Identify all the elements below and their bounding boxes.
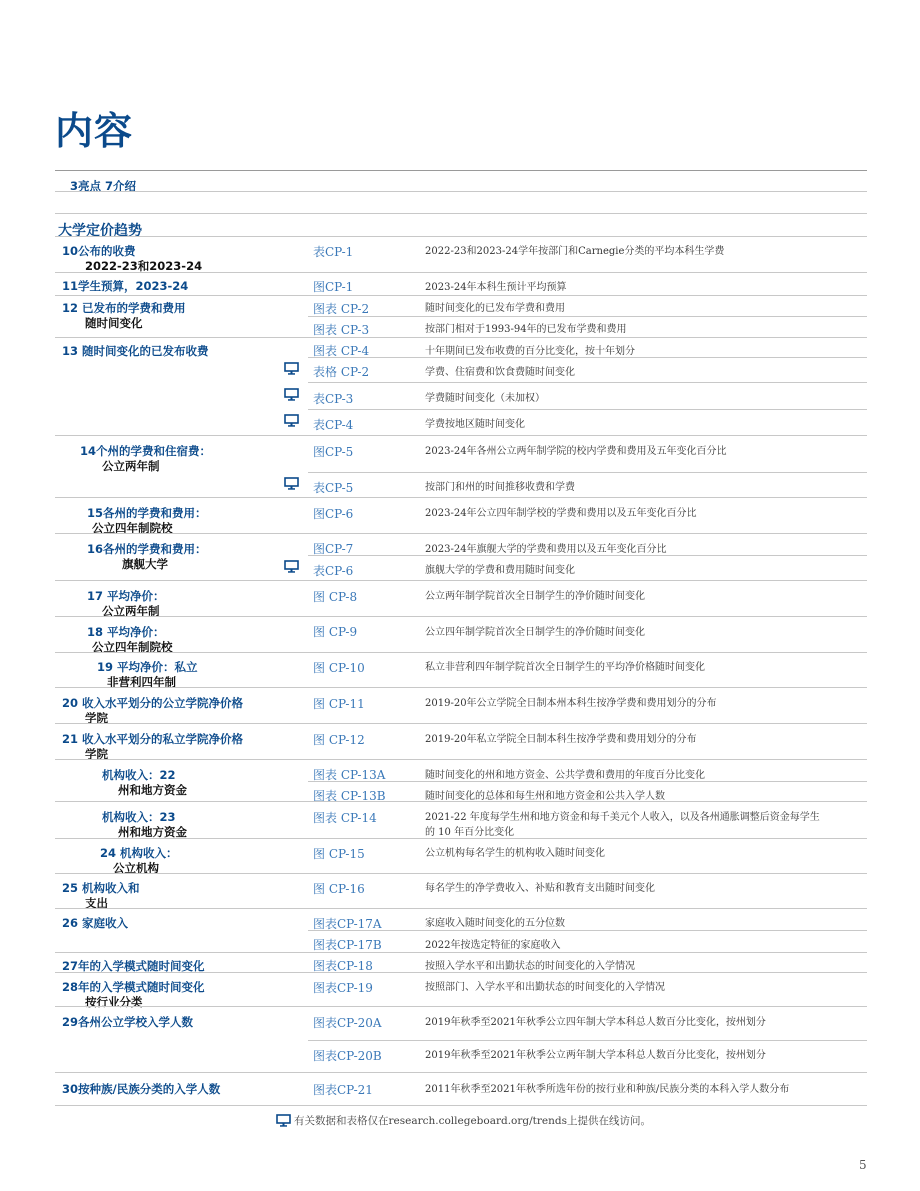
- toc-sublabel: 支出: [85, 896, 108, 910]
- toc-sublabel: 公立四年制院校: [92, 521, 173, 535]
- toc-label[interactable]: 19 平均净价：私立: [97, 660, 198, 674]
- toc-ref[interactable]: 表CP-4: [313, 418, 354, 432]
- toc-ref[interactable]: 图表CP-18: [313, 959, 373, 973]
- toc-ref[interactable]: 图表CP-21: [313, 1083, 373, 1097]
- toc-ref[interactable]: 图表CP-17B: [313, 938, 382, 952]
- toc-desc: 随时间变化的已发布学费和费用: [425, 303, 565, 314]
- toc-desc: 公立四年制学院首次全日制学生的净价随时间变化: [425, 627, 645, 638]
- toc-desc: 按照部门、入学水平和出勤状态的时间变化的入学情况: [425, 982, 665, 993]
- toc-sublabel: 公立机构: [113, 861, 159, 875]
- toc-sublabel: 随时间变化: [85, 316, 143, 330]
- divider: [55, 723, 867, 724]
- toc-desc: 2019-20年公立学院全日制本州本科生按净学费和费用划分的分布: [425, 698, 717, 709]
- toc-label[interactable]: 14个州的学费和住宿费：: [80, 444, 212, 458]
- toc-desc: 随时间变化的州和地方资金、公共学费和费用的年度百分比变化: [425, 770, 705, 781]
- toc-ref[interactable]: 图表CP-20B: [313, 1049, 382, 1063]
- computer-monitor-icon: [284, 477, 299, 490]
- toc-desc: 2021-22 年度每学生州和地方资金和每千美元个人收入，以及各州通胀调整后资金每学生: [425, 812, 820, 823]
- toc-desc: 公立两年制学院首次全日制学生的净价随时间变化: [425, 591, 645, 602]
- toc-ref[interactable]: 图表 CP-2: [313, 302, 370, 316]
- divider: [308, 472, 867, 473]
- toc-ref[interactable]: 图表 CP-14: [313, 811, 377, 825]
- toc-sublabel: 公立四年制院校: [92, 640, 173, 654]
- toc-ref[interactable]: 图CP-6: [313, 507, 354, 521]
- toc-label[interactable]: 机构收入：23: [102, 810, 176, 824]
- toc-desc: 2022年按选定特征的家庭收入: [425, 940, 561, 951]
- toc-ref[interactable]: 图表CP-20A: [313, 1016, 382, 1030]
- toc-ref[interactable]: 图 CP-8: [313, 590, 358, 604]
- toc-desc-continued: 的 10 年百分比变化: [425, 827, 515, 838]
- toc-desc: 十年期间已发布收费的百分比变化，按十年划分: [425, 346, 635, 357]
- toc-ref[interactable]: 图表 CP-13B: [313, 789, 386, 803]
- divider: [55, 801, 867, 802]
- divider: [55, 580, 867, 581]
- toc-desc: 家庭收入随时间变化的五分位数: [425, 918, 565, 929]
- computer-monitor-icon: [284, 414, 299, 427]
- divider: [55, 759, 867, 760]
- toc-desc: 2011年秋季至2021年秋季所选年份的按行业和种族/民族分类的本科入学人数分布: [425, 1084, 790, 1095]
- divider: [55, 533, 867, 534]
- divider: [55, 337, 867, 338]
- toc-desc: 2023-24年旗舰大学的学费和费用以及五年变化百分比: [425, 544, 667, 555]
- divider: [55, 687, 867, 688]
- divider: [55, 1072, 867, 1073]
- footnote-text: 有关数据和表格仅在research.collegeboard.org/trends上提供在线访问。: [294, 1115, 651, 1127]
- toc-sublabel: 非营利四年制: [107, 675, 176, 689]
- toc-desc: 2023-24年本科生预计平均预算: [425, 282, 567, 293]
- toc-ref[interactable]: 图CP-1: [313, 280, 354, 294]
- toc-sublabel: 州和地方资金: [118, 783, 187, 797]
- divider: [55, 873, 867, 874]
- toc-ref[interactable]: 表CP-5: [313, 481, 354, 495]
- toc-ref[interactable]: 图 CP-16: [313, 882, 365, 896]
- divider: [55, 652, 867, 653]
- divider: [308, 555, 867, 556]
- footnote: [276, 1113, 651, 1128]
- toc-label[interactable]: 24 机构收入：: [100, 846, 178, 860]
- page-number: 5: [859, 1158, 867, 1172]
- toc-desc: 按部门和州的时间推移收费和学费: [425, 482, 575, 493]
- toc-label[interactable]: 17 平均净价：: [87, 589, 165, 603]
- divider: [55, 972, 867, 973]
- toc-ref[interactable]: 图表 CP-4: [313, 344, 370, 358]
- toc-ref[interactable]: 表CP-3: [313, 392, 354, 406]
- toc-ref[interactable]: 图 CP-11: [313, 697, 365, 711]
- toc-label[interactable]: 13 随时间变化的已发布收费: [62, 344, 209, 358]
- divider: [308, 1040, 867, 1041]
- toc-ref[interactable]: 图 CP-12: [313, 733, 365, 747]
- divider: [308, 316, 867, 317]
- divider: [55, 236, 867, 237]
- divider: [55, 1006, 867, 1007]
- divider: [55, 213, 867, 214]
- toc-label[interactable]: 21 收入水平划分的私立学院净价格: [62, 732, 244, 746]
- toc-label[interactable]: 12 已发布的学费和费用: [62, 301, 186, 315]
- toc-label[interactable]: 16各州的学费和费用：: [87, 542, 207, 556]
- divider: [55, 616, 867, 617]
- toc-desc: 按部门相对于1993-94年的已发布学费和费用: [425, 324, 627, 335]
- toc-ref[interactable]: 图 CP-10: [313, 661, 365, 675]
- toc-ref[interactable]: 图表 CP-3: [313, 323, 370, 337]
- toc-ref[interactable]: 图表CP-17A: [313, 917, 382, 931]
- toc-ref[interactable]: 表格 CP-2: [313, 365, 370, 379]
- page-title: 内容: [55, 109, 134, 153]
- divider: [308, 357, 867, 358]
- toc-label[interactable]: 26 家庭收入: [62, 916, 129, 930]
- divider: [55, 272, 867, 273]
- divider: [55, 838, 867, 839]
- toc-ref[interactable]: 图表CP-19: [313, 981, 373, 995]
- toc-ref[interactable]: 表CP-6: [313, 564, 354, 578]
- toc-desc: 2019-20年私立学院全日制本科生按净学费和费用划分的分布: [425, 734, 697, 745]
- toc-label[interactable]: 28年的入学模式随时间变化: [62, 980, 205, 994]
- divider: [308, 781, 867, 782]
- toc-label[interactable]: 15各州的学费和费用：: [87, 506, 207, 520]
- toc-label[interactable]: 18 平均净价：: [87, 625, 165, 639]
- toc-sublabel: 公立两年制: [102, 459, 160, 473]
- toc-desc: 学费、住宿费和饮食费随时间变化: [425, 367, 575, 378]
- divider: [55, 170, 867, 171]
- computer-monitor-icon: [284, 560, 299, 573]
- toc-desc: 按照入学水平和出勤状态的时间变化的入学情况: [425, 961, 635, 972]
- divider: [55, 191, 867, 192]
- toc-sublabel: 按行业分类: [85, 995, 143, 1009]
- toc-desc: 私立非营利四年制学院首次全日制学生的平均净价格随时间变化: [425, 662, 705, 673]
- toc-desc: 2022-23和2023-24学年按部门和Carnegie分类的平均本科生学费: [425, 246, 725, 257]
- toc-sublabel: 学院: [85, 747, 108, 761]
- toc-sublabel: 公立两年制: [102, 604, 160, 618]
- toc-label[interactable]: 20 收入水平划分的公立学院净价格: [62, 696, 244, 710]
- computer-monitor-icon: [284, 362, 299, 375]
- toc-label[interactable]: 11学生预算，2023-24: [62, 279, 189, 293]
- toc-desc: 2019年秋季至2021年秋季公立四年制大学本科总人数百分比变化，按州划分: [425, 1017, 766, 1028]
- toc-desc: 旗舰大学的学费和费用随时间变化: [425, 565, 575, 576]
- divider: [55, 952, 867, 953]
- toc-desc: 每名学生的净学费收入、补贴和教育支出随时间变化: [425, 883, 655, 894]
- section-title: 大学定价趋势: [58, 223, 142, 239]
- toc-label[interactable]: 30按种族/民族分类的入学人数: [62, 1082, 221, 1096]
- toc-desc: 2019年秋季至2021年秋季公立两年制大学本科总人数百分比变化，按州划分: [425, 1050, 766, 1061]
- toc-desc: 随时间变化的总体和每生州和地方资金和公共入学人数: [425, 791, 665, 802]
- toc-label[interactable]: 25 机构收入和: [62, 881, 140, 895]
- toc-sublabel: 州和地方资金: [118, 825, 187, 839]
- toc-label[interactable]: 29各州公立学校入学人数: [62, 1015, 194, 1029]
- toc-desc: 学费随时间变化（未加权）: [425, 393, 545, 404]
- toc-desc: 学费按地区随时间变化: [425, 419, 525, 430]
- divider: [55, 497, 867, 498]
- divider: [308, 930, 867, 931]
- toc-label[interactable]: 机构收入：22: [102, 768, 176, 782]
- toc-desc: 2023-24年各州公立两年制学院的校内学费和费用及五年变化百分比: [425, 446, 727, 457]
- toc-desc: 2023-24年公立四年制学校的学费和费用以及五年变化百分比: [425, 508, 697, 519]
- divider: [55, 1105, 867, 1106]
- divider: [308, 409, 867, 410]
- toc-sublabel: 旗舰大学: [122, 557, 168, 571]
- toc-ref[interactable]: 图CP-7: [313, 542, 354, 556]
- toc-ref[interactable]: 图表 CP-13A: [313, 768, 386, 782]
- toc-ref[interactable]: 图CP-5: [313, 445, 354, 459]
- toc-label[interactable]: 10公布的收费: [62, 244, 136, 258]
- divider: [55, 908, 867, 909]
- divider: [55, 435, 867, 436]
- toc-sublabel: 学院: [85, 711, 108, 725]
- toc-sublabel: 2022-23和2023-24: [85, 259, 203, 273]
- divider: [308, 382, 867, 383]
- computer-monitor-icon: [276, 1114, 291, 1127]
- toc-ref[interactable]: 图 CP-9: [313, 625, 358, 639]
- toc-ref[interactable]: 图 CP-15: [313, 847, 365, 861]
- divider: [55, 295, 867, 296]
- toc-label[interactable]: 27年的入学模式随时间变化: [62, 959, 205, 973]
- toc-ref[interactable]: 表CP-1: [313, 245, 354, 259]
- intro-link[interactable]: 3亮点 7介绍: [70, 179, 137, 193]
- toc-desc: 公立机构每名学生的机构收入随时间变化: [425, 848, 605, 859]
- computer-monitor-icon: [284, 388, 299, 401]
